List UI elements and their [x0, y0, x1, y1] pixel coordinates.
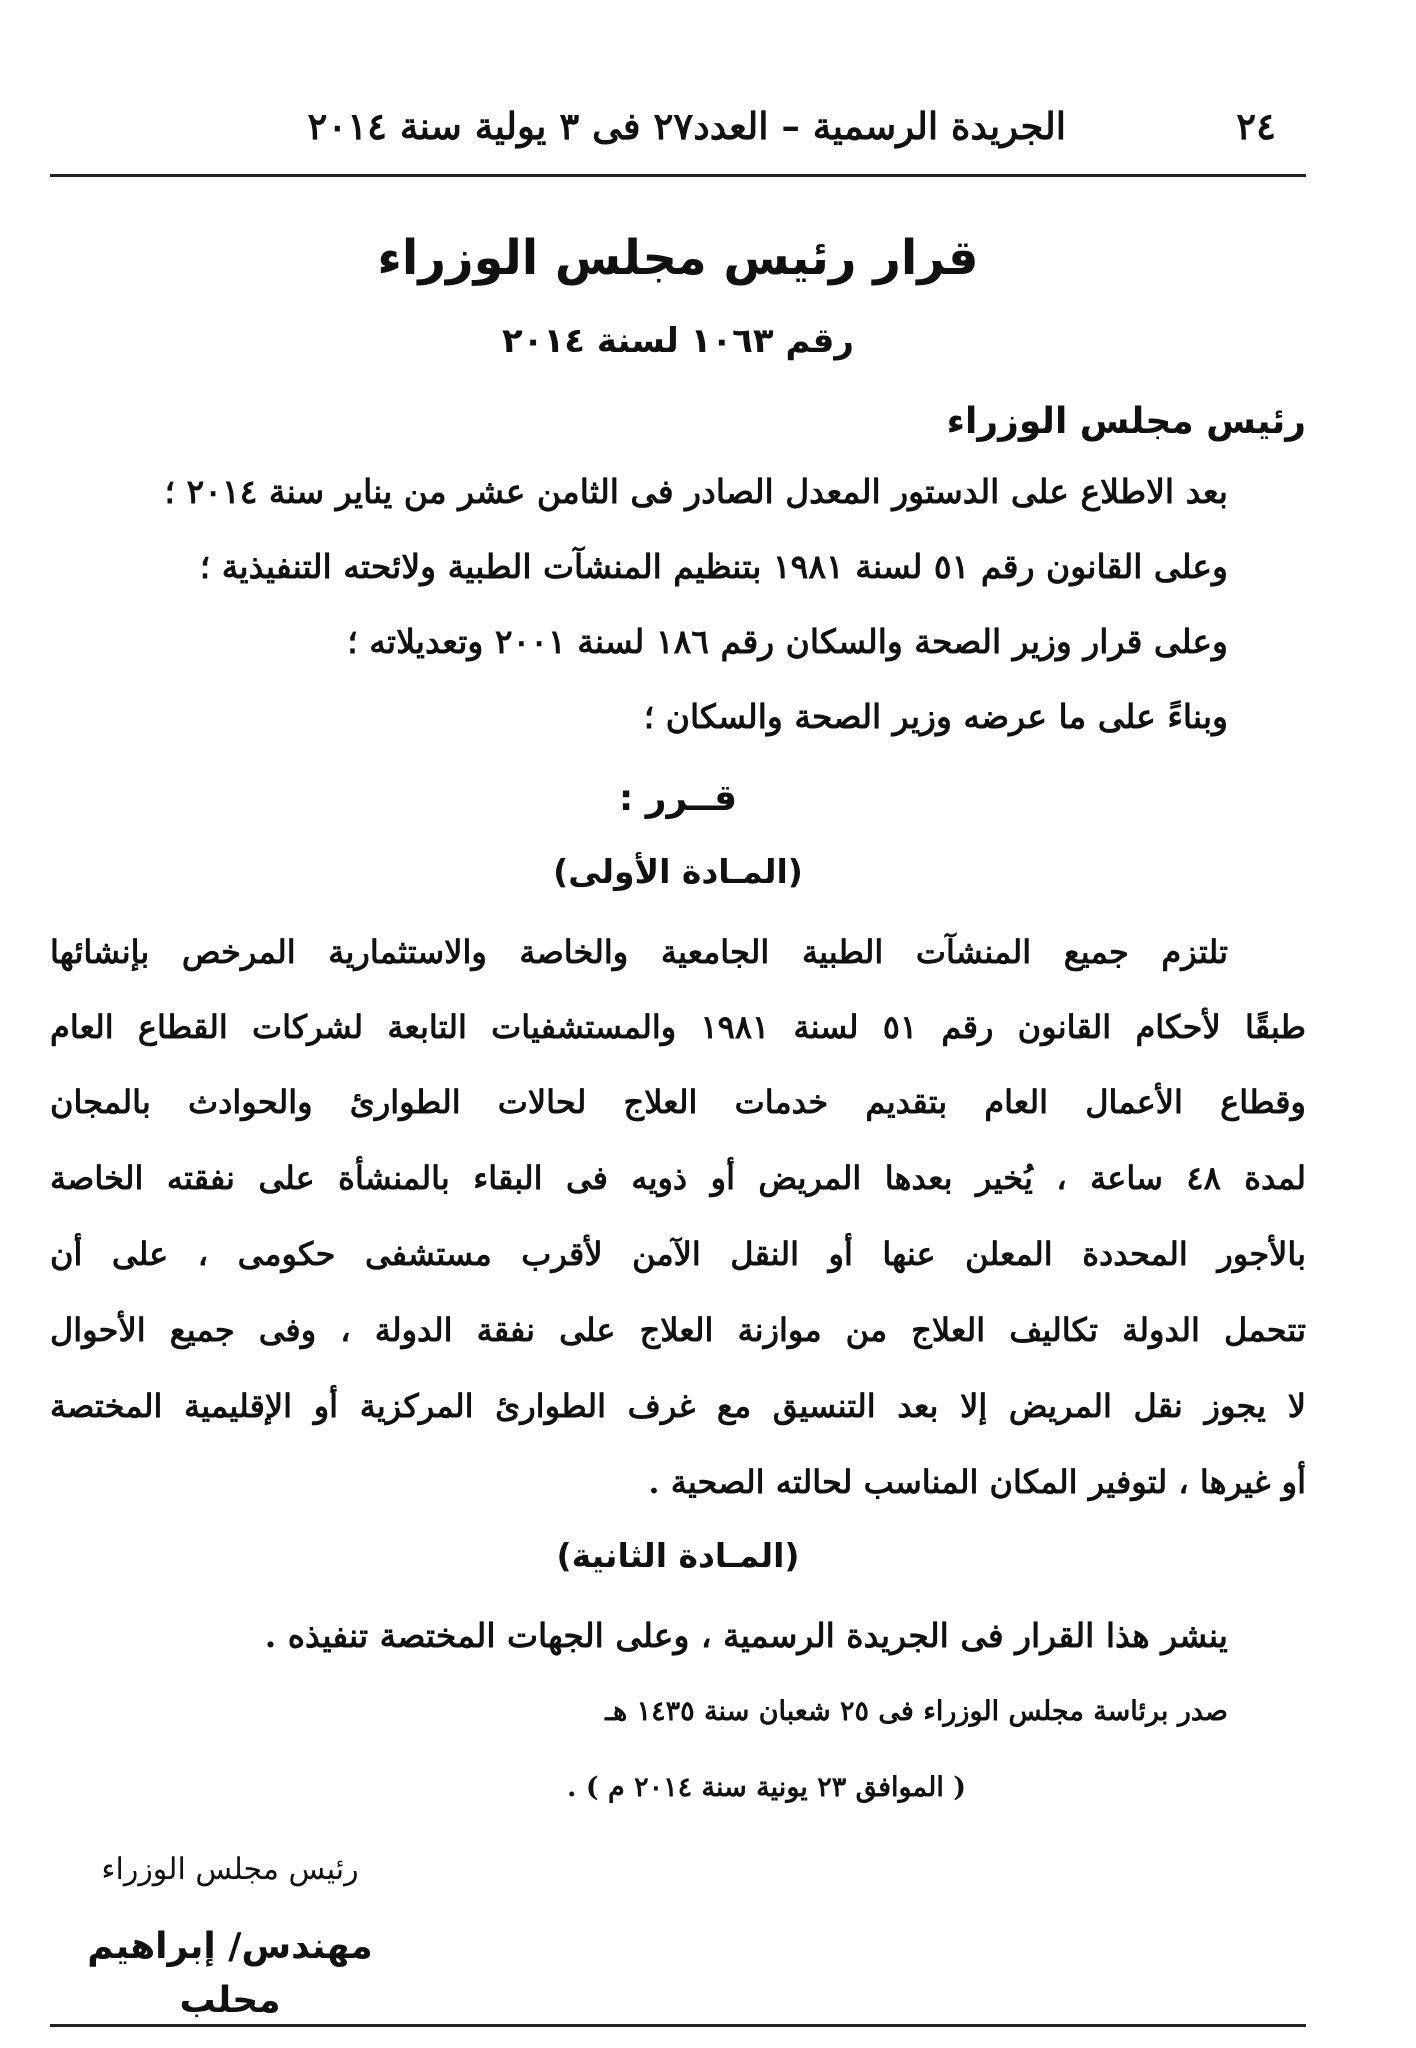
article-1-line: أو غيرها ، لتوفير المكان المناسب لحالته الصحية . — [648, 1463, 1306, 1501]
preamble-line: وبناءً على ما عرضه وزير الصحة والسكان ؛ — [643, 697, 1228, 736]
footer-divider — [50, 2024, 1306, 2027]
article-1-line: طبقًا لأحكام القانون رقم ٥١ لسنة ١٩٨١ والمستشفيات التابعة لشركات القطاع العام — [50, 1008, 1307, 1046]
gazette-header-title: الجريدة الرسمية – العدد٢٧ فى ٣ يولية سنة ٢٠١٤ — [307, 104, 1066, 148]
issued-gregorian-date: ( الموافق ٢٣ يونية سنة ٢٠١٤ م ) . — [567, 1772, 966, 1803]
signatory-title: رئيس مجلس الوزراء — [101, 1852, 359, 1887]
decree-title: قرار رئيس مجلس الوزراء — [377, 230, 979, 286]
article-2-heading: (المـادة الثانية) — [556, 1536, 800, 1575]
article-1-line: لا يجوز نقل المريض إلا بعد التنسيق مع غرف الطوارئ المركزية أو الإقليمية المختصة — [50, 1387, 1307, 1425]
article-1-line: بالأجور المحددة المعلن عنها أو النقل الآمن لأقرب مستشفى حكومى ، على أن — [50, 1235, 1306, 1273]
header-divider — [50, 174, 1306, 177]
preamble-line: وعلى قرار وزير الصحة والسكان رقم ١٨٦ لسنة ٢٠٠١ وتعديلاته ؛ — [347, 622, 1228, 661]
decree-issuer: رئيس مجلس الوزراء — [946, 401, 1306, 442]
article-2-text: ينشر هذا القرار فى الجريدة الرسمية ، وعلى الجهات المختصة تنفيذه . — [264, 1616, 1228, 1655]
preamble-line: وعلى القانون رقم ٥١ لسنة ١٩٨١ بتنظيم المنشآت الطبية ولائحته التنفيذية ؛ — [199, 547, 1228, 586]
article-1-line: تتحمل الدولة تكاليف العلاج من موازنة العلاج على نفقة الدولة ، وفى جميع الأحوال — [50, 1311, 1306, 1349]
decided-label: قــرر : — [618, 778, 738, 819]
article-1-line: وقطاع الأعمال العام بتقديم خدمات العلاج لحالات الطوارئ والحوادث بالمجان — [50, 1083, 1306, 1121]
preamble-line: بعد الاطلاع على الدستور المعدل الصادر فى الثامن عشر من يناير سنة ٢٠١٤ ؛ — [164, 472, 1228, 511]
signatory-name: مهندس/ إبراهيم محلب — [87, 1926, 373, 2021]
article-1-heading: (المـادة الأولى) — [553, 852, 803, 891]
article-1-line: لمدة ٤٨ ساعة ، يُخير بعدها المريض أو ذويه فى البقاء بالمنشأة على نفقته الخاصة — [50, 1159, 1307, 1197]
decree-number: رقم ١٠٦٣ لسنة ٢٠١٤ — [502, 321, 854, 361]
page-header — [50, 96, 1306, 156]
article-1-line: تلتزم جميع المنشآت الطبية الجامعية والخاصة والاستثمارية المرخص بإنشائها — [50, 933, 1228, 971]
gazette-page — [50, 0, 1306, 2048]
issued-hijri-date: صدر برئاسة مجلس الوزراء فى ٢٥ شعبان سنة ١٤٣٥ هـ — [605, 1696, 1228, 1727]
page-number: ٢٤ — [1236, 104, 1276, 148]
